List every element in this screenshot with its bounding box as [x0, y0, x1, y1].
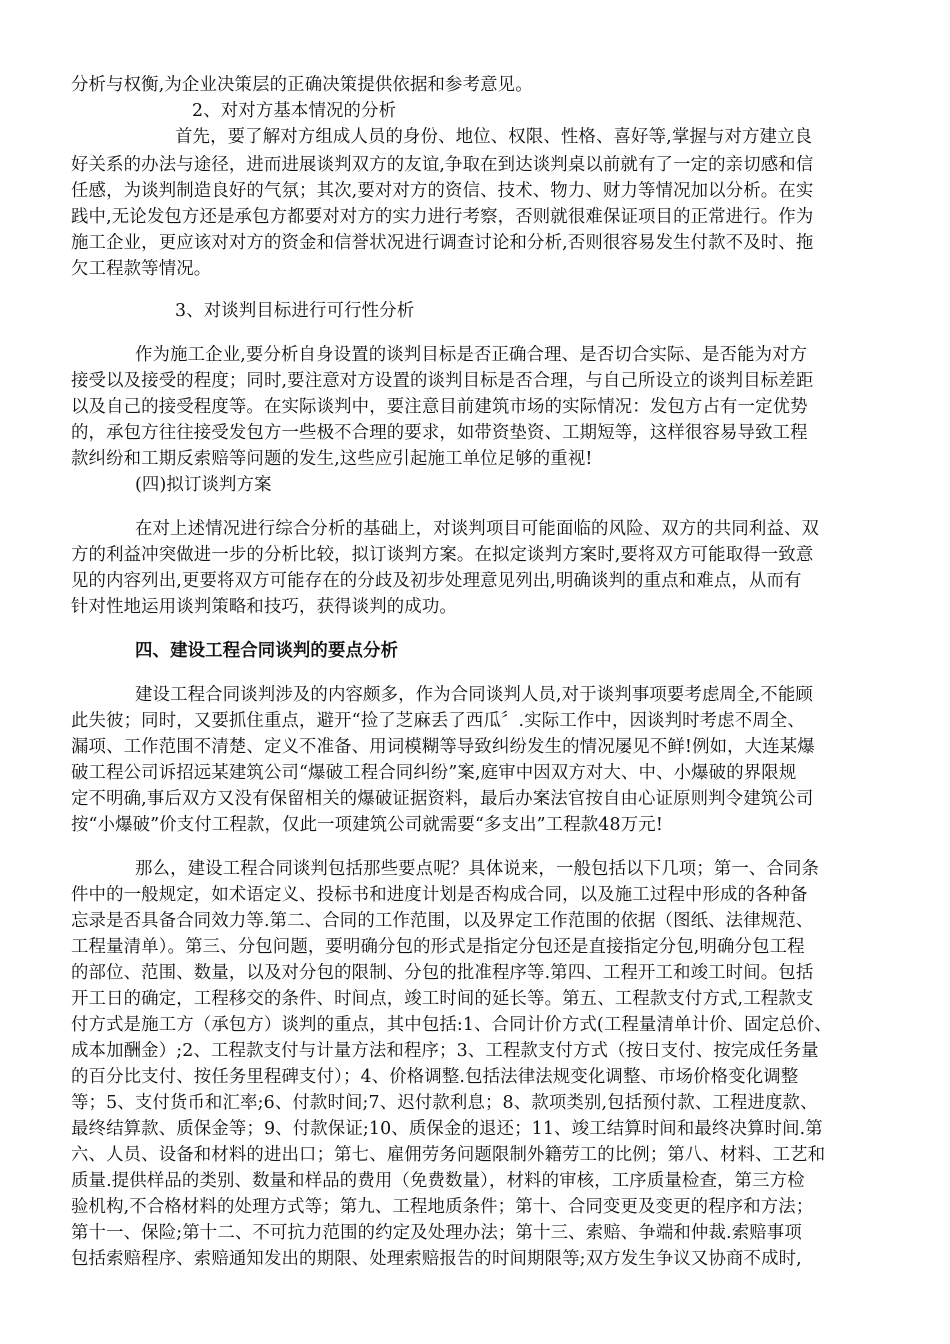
- paragraph-line: 见的内容列出,更要将双方可能存在的分歧及初步处理意见列出,明确谈判的重点和难点，从而有: [71, 571, 802, 591]
- paragraph-line: 忘录是否具备合同效力等.第二、合同的工作范围，以及界定工作范围的依据（图纸、法律规范、: [71, 911, 814, 931]
- paragraph-line: 此失彼；同时，又要抓住重点，避开“捡了芝麻丢了西瓜〞.实际工作中，因谈判时考虑不周全、: [71, 711, 805, 731]
- subheading-2: 2、对对方基本情况的分析: [192, 101, 397, 121]
- paragraph-line: 的部位、范围、数量，以及对分包的限制、分包的批准程序等.第四、工程开工和竣工时间。包括: [71, 963, 814, 983]
- paragraph-line: 分析与权衡,为企业决策层的正确决策提供依据和参考意见。: [71, 75, 533, 95]
- paragraph-line: 验机构,不合格材料的处理方式等；第九、工程地质条件；第十、合同变更及变更的程序和方法；: [71, 1197, 814, 1217]
- paragraph-line: 成本加酬金）;2、工程款支付与计量方法和程序；3、工程款支付方式（按日支付、按完成任务量: [71, 1041, 819, 1061]
- paragraph-line: 的百分比支付、按任务里程碑支付）；4、价格调整.包括法律法规变化调整、市场价格变化调整: [71, 1067, 799, 1087]
- paragraph-line: 开工日的确定，工程移交的条件、时间点，竣工时间的延长等。第五、工程款支付方式,工程款支: [71, 989, 814, 1009]
- paragraph-line: 质量.提供样品的类别、数量和样品的费用（免费数量），材料的审核，工序质量检查，第三方检: [71, 1171, 805, 1191]
- subheading-3: 3、对谈判目标进行可行性分析: [175, 301, 415, 321]
- paragraph-line: 付方式是施工方（承包方）谈判的重点，其中包括:1、合同计价方式(工程量清单计价、固定总价、: [71, 1015, 832, 1035]
- paragraph-line: 好关系的办法与途径，进而进展谈判双方的友谊,争取在到达谈判桌以前就有了一定的亲切感和信: [71, 155, 814, 175]
- paragraph-line: 按“小爆破”价支付工程款，仅此一项建筑公司就需要“多支出”工程款48万元!: [71, 815, 663, 835]
- paragraph-line: 件中的一般规定，如术语定义、投标书和进度计划是否构成合同，以及施工过程中形成的各种备: [71, 885, 808, 905]
- paragraph-line: 漏项、工作范围不清楚、定义不准备、用词模糊等导致纠纷发生的情况屡见不鲜!例如，大连某爆: [71, 737, 815, 757]
- paragraph-line: 那么，建设工程合同谈判包括那些要点呢？具体说来，一般包括以下几项；第一、合同条: [135, 859, 820, 879]
- paragraph-line: 任感，为谈判制造良好的气氛；其次,要对对方的资信、技术、物力、财力等情况加以分析。在实: [71, 181, 814, 201]
- paragraph-line: 接受以及接受的程度；同时,要注意对方设置的谈判目标是否合理，与自己所设立的谈判目标差距: [71, 371, 814, 391]
- paragraph-line: 作为施工企业,要分析自身设置的谈判目标是否正确合理、是否切合实际、是否能为对方: [135, 345, 808, 365]
- paragraph-line: 最终结算款、质保金等；9、付款保证;10、质保金的退还；11、竣工结算时间和最终决算时间.第: [71, 1119, 823, 1139]
- paragraph-line: 等；5、支付货币和汇率;6、付款时间;7、迟付款利息；8、款项类别,包括预付款、工程进度款、: [71, 1093, 818, 1113]
- paragraph-line: 的，承包方往往接受发包方一些极不合理的要求，如带资垫资、工期短等，这样很容易导致工程: [71, 423, 808, 443]
- paragraph-line: 方的利益冲突做进一步的分析比较，拟订谈判方案。在拟定谈判方案时,要将双方可能取得一致意: [71, 545, 814, 565]
- paragraph-line: 在对上述情况进行综合分析的基础上，对谈判项目可能面临的风险、双方的共同利益、双: [135, 519, 820, 539]
- paragraph-line: 践中,无论发包方还是承包方都要对对方的实力进行考察，否则就很难保证项目的正常进行。作为: [71, 207, 814, 227]
- paragraph-line: 第十一、保险;第十二、不可抗力范围的约定及处理办法；第十三、索赔、争端和仲裁.索赔事项: [71, 1223, 802, 1243]
- paragraph-line: 工程量清单）。第三、分包问题，要明确分包的形式是指定分包还是直接指定分包,明确分包工程: [71, 937, 805, 957]
- paragraph-line: 款纠纷和工期反索赔等问题的发生,这些应引起施工单位足够的重视!: [71, 449, 593, 469]
- subheading-4: (四)拟订谈判方案: [135, 475, 272, 495]
- paragraph-line: 针对性地运用谈判策略和技巧，获得谈判的成功。: [71, 597, 457, 617]
- paragraph-line: 以及自己的接受程度等。在实际谈判中，要注意目前建筑市场的实际情况：发包方占有一定优势: [71, 397, 808, 417]
- paragraph-line: 破工程公司诉招远某建筑公司“爆破工程合同纠纷”案,庭审中因双方对大、中、小爆破的界限规: [71, 763, 797, 783]
- paragraph-line: 六、人员、设备和材料的进出口；第七、雇佣劳务问题限制外籍劳工的比例；第八、材料、工艺和: [71, 1145, 826, 1165]
- paragraph-line: 施工企业，更应该对对方的资金和信誉状况进行调查讨论和分析,否则很容易发生付款不及时、拖: [71, 233, 814, 253]
- paragraph-line: 欠工程款等情况。: [71, 259, 212, 279]
- paragraph-line: 建设工程合同谈判涉及的内容颇多，作为合同谈判人员,对于谈判事项要考虑周全,不能顾: [135, 685, 813, 705]
- section-heading: 四、建设工程合同谈判的要点分析: [135, 641, 399, 661]
- paragraph-line: 首先，要了解对方组成人员的身份、地位、权限、性格、喜好等,掌握与对方建立良: [175, 127, 813, 147]
- paragraph-line: 包括索赔程序、索赔通知发出的期限、处理索赔报告的时间期限等;双方发生争议又协商不成时,: [71, 1249, 802, 1269]
- paragraph-line: 定不明确,事后双方又没有保留相关的爆破证据资料，最后办案法官按自由心证原则判令建筑公司: [71, 789, 814, 809]
